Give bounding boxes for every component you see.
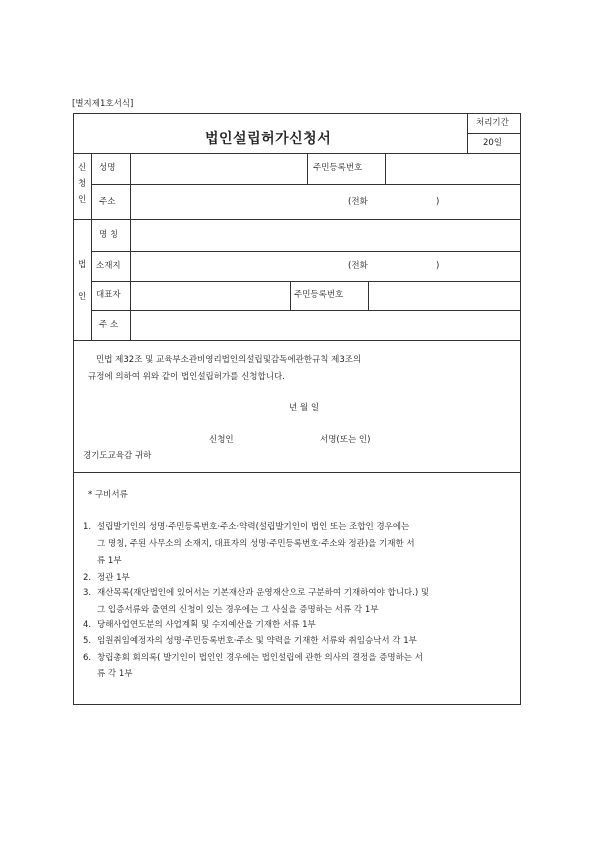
date-label: 년 월 일 — [289, 403, 320, 413]
corporation-location-label: 소재지 — [96, 261, 121, 271]
doc-item-line: 설립발기인의 성명·주민등록번호·주소·약력(설립발기인이 법인 또는 조합인 경우에는 — [97, 522, 410, 532]
applicant-id-label: 주민등록번호 — [313, 163, 363, 173]
applicant-name-field[interactable] — [131, 154, 306, 183]
corporation-address-field[interactable] — [131, 311, 520, 339]
corporation-rep-id-field[interactable] — [369, 282, 520, 309]
doc-item-line: 그 명칭, 주된 사무소의 소재지, 대표자의 성명·주민등록번호·주소와 정관)을 기재한 서 — [97, 539, 415, 549]
corporation-address-label: 주 소 — [99, 320, 119, 330]
divider — [290, 281, 291, 310]
doc-item-number: 5. — [83, 636, 92, 646]
recipient: 경기도교육감 귀하 — [83, 451, 152, 461]
form-title: 법인설립허가신청서 — [205, 131, 332, 147]
processing-value: 20일 — [483, 138, 503, 148]
divider — [73, 340, 521, 341]
corporation-group-char: 인 — [78, 292, 87, 302]
doc-item-line: 류 1부 — [97, 556, 122, 566]
applicant-name-label: 성명 — [99, 163, 116, 173]
doc-item-line: 창립총회 회의록( 발기인이 법인인 경우에는 법인설립에 관한 의사의 결정을 증명하는 서 — [97, 653, 423, 663]
corporation-phone-field[interactable] — [376, 254, 434, 278]
corporation-group-char: 법 — [78, 260, 87, 270]
doc-item-line: 임원취임예정자의 성명·주민등록번호·주소 및 약력을 기재한 서류와 취임승낙서 각 1부 — [97, 636, 417, 646]
doc-item-line: 류 각 1부 — [97, 669, 133, 679]
doc-item-number: 6. — [83, 653, 92, 663]
statement-line-1: 민법 제32조 및 교육부소관비영리법인의설립및감독에관한규칙 제3조의 — [96, 355, 362, 365]
corporation-rep-field[interactable] — [131, 282, 289, 309]
applicant-group-char: 신 — [78, 163, 87, 173]
applicant-phone-close: ) — [436, 197, 440, 207]
applicant-group-char: 청 — [78, 179, 87, 189]
corporation-phone-label: (전화 — [348, 261, 368, 271]
doc-item-line: 그 입증서류와 출연의 신청이 있는 경우에는 그 사실을 증명하는 서류 각 1부 — [97, 605, 379, 615]
applicant-sign-label: 신청인 — [209, 435, 234, 445]
applicant-id-field[interactable] — [386, 154, 520, 183]
doc-item-number: 2. — [83, 573, 92, 583]
divider — [73, 472, 521, 473]
divider — [467, 133, 521, 134]
corporation-location-field[interactable] — [131, 252, 341, 280]
doc-item-line: 정관 1부 — [97, 573, 130, 583]
processing-label: 처리기간 — [476, 118, 509, 128]
corporation-rep-label: 대표자 — [96, 290, 121, 300]
corporation-rep-id-label: 주민등록번호 — [294, 290, 344, 300]
applicant-phone-label: (전화 — [348, 197, 368, 207]
doc-item-number: 3. — [83, 588, 92, 598]
documents-header: * 구비서류 — [88, 490, 128, 500]
corporation-name-label: 명 칭 — [99, 230, 119, 240]
applicant-group-char: 인 — [78, 195, 87, 205]
doc-item-number: 4. — [83, 620, 92, 630]
statement-line-2: 규정에 의하여 위와 같이 법인설립허가를 신청합니다. — [88, 372, 285, 382]
doc-item-line: 재산목록(재단법인에 있어서는 기본재산과 운영재산으로 구분하여 기재하여야 합니다.) 및 — [97, 588, 430, 598]
doc-item-number: 1. — [83, 522, 92, 532]
corporation-name-field[interactable] — [131, 220, 520, 250]
applicant-address-field[interactable] — [131, 185, 341, 218]
doc-item-line: 당해사업연도분의 사업계획 및 수지예산을 기재한 서류 1부 — [97, 620, 316, 630]
signature-label: 서명(또는 인) — [320, 435, 371, 445]
divider — [307, 153, 308, 184]
divider — [91, 153, 92, 340]
form-number: [별지제1호서식] — [72, 99, 134, 109]
corporation-phone-close: ) — [436, 261, 440, 271]
applicant-phone-field[interactable] — [376, 189, 434, 213]
applicant-address-label: 주소 — [99, 197, 116, 207]
